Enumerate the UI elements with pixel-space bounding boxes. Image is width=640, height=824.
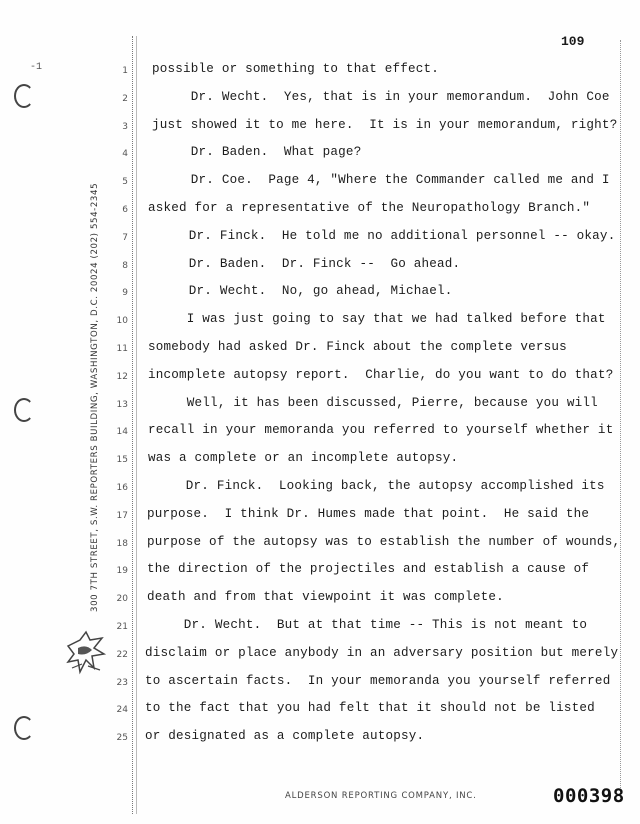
transcript-line: just showed it to me here. It is in your memorandum, right? (152, 117, 618, 132)
line-number: 15 (116, 455, 128, 466)
line-number: 8 (122, 260, 128, 271)
transcript-line: to ascertain facts. In your memoranda you yourself referred (145, 673, 611, 688)
line-number: 14 (116, 427, 128, 438)
transcript-line: death and from that viewpoint it was complete. (147, 590, 504, 605)
transcript-line: possible or something to that effect. (152, 62, 440, 76)
line-number: 13 (116, 399, 128, 410)
page-number: 109 (561, 34, 585, 49)
eagle-stamp-icon (64, 628, 108, 676)
transcript-line: disclaim or place anybody in an adversary position but merely (145, 645, 619, 660)
line-number: 3 (122, 121, 128, 132)
transcript-line: recall in your memoranda you referred to yourself whether it (148, 423, 614, 438)
transcript-line: Dr. Wecht. No, go ahead, Michael. (150, 284, 453, 299)
line-number: 18 (116, 538, 128, 549)
margin-rule (132, 36, 133, 814)
line-number: 11 (116, 344, 128, 354)
line-number: 12 (116, 371, 128, 382)
bates-number: 000398 (553, 785, 625, 807)
transcript-line: Dr. Baden. What page? (152, 145, 362, 160)
line-number: 23 (116, 677, 128, 688)
transcript-line: incomplete autopsy report. Charlie, do you want to do that? (148, 367, 614, 382)
transcript-line: I was just going to say that we had talked before that (148, 312, 606, 327)
transcript-line: or designated as a complete autopsy. (145, 729, 425, 744)
punch-hole (14, 84, 34, 108)
transcript-line: asked for a representative of the Neuropathology Branch." (148, 201, 591, 215)
line-number: 7 (122, 232, 128, 243)
transcript-line: Well, it has been discussed, Pierre, because you will (148, 395, 598, 410)
reporter-address: 300 7TH STREET, S.W. REPORTERS BUILDING, WASHINGTON, D.C. 20024 (202) 554-2345 (90, 182, 100, 612)
line-number: 17 (116, 510, 128, 521)
transcript-line: Dr. Wecht. But at that time -- This is not meant to (145, 618, 588, 632)
transcript-line: to the fact that you had felt that it should not be listed (145, 701, 595, 716)
transcript-line: was a complete or an incomplete autopsy. (148, 451, 459, 466)
transcript-line: Dr. Finck. He told me no additional personnel -- okay. (150, 228, 616, 243)
line-number: 10 (116, 316, 128, 327)
scan-mark: -1 (30, 62, 43, 73)
punch-hole (14, 716, 34, 740)
transcript-line: Dr. Baden. Dr. Finck -- Go ahead. (150, 256, 461, 271)
line-number: 19 (116, 566, 128, 577)
line-number: 1 (122, 66, 128, 76)
line-number: 22 (116, 649, 128, 660)
line-number: 4 (122, 149, 128, 160)
line-number: 6 (122, 205, 128, 215)
line-number: 21 (116, 622, 128, 632)
transcript-line: Dr. Coe. Page 4, "Where the Commander called me and I (152, 173, 610, 188)
line-number: 16 (116, 483, 128, 493)
footer-company: ALDERSON REPORTING COMPANY, INC. (285, 791, 477, 801)
line-number: 9 (122, 288, 128, 299)
transcript-line: somebody had asked Dr. Finck about the complete versus (148, 340, 567, 354)
transcript-line: Dr. Wecht. Yes, that is in your memorandum. John Coe (152, 89, 610, 104)
transcript-line: Dr. Finck. Looking back, the autopsy accomplished its (147, 479, 605, 493)
line-number: 2 (122, 93, 128, 104)
line-number: 5 (122, 177, 128, 188)
line-number: 20 (116, 594, 128, 605)
right-margin-rule (620, 40, 621, 800)
line-number: 25 (116, 733, 128, 744)
transcript-line: the direction of the projectiles and establish a cause of (147, 562, 590, 577)
line-number: 24 (116, 705, 128, 716)
margin-rule (136, 36, 137, 814)
punch-hole (14, 398, 34, 422)
transcript-line: purpose. I think Dr. Humes made that point. He said the (147, 506, 590, 521)
transcript-line: purpose of the autopsy was to establish the number of wounds, (147, 534, 621, 549)
